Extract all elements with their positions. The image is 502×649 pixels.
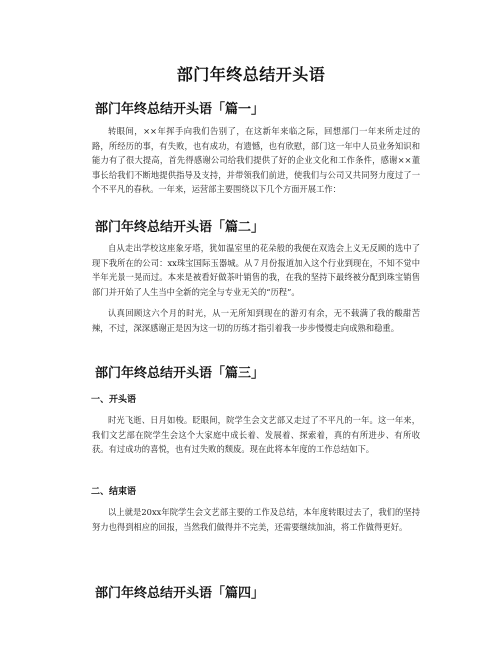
document-title: 部门年终总结开头语 (176, 65, 326, 84)
subsection-heading-opening: 一、开头语 (91, 395, 137, 405)
section-2-paragraph-1: 自从走出学校这座象牙塔，犹如温室里的花朵般的我便在双选会上义无反顾的选中了现下我所在的公司：xx珠宝国际玉器城。从７月份报道加入这个行业到现在，不知不觉中半年光景一晃而过。本来是被看好做茶叶销售的我，在我的坚持下最终被分配到珠宝销售部门并开始了人生当中全新的完全与专业无关的“历程”。 (92, 243, 420, 297)
section-2-paragraph-2: 认真回顾这六个月的时光，从一无所知到现在的游刃有余，无不载满了我的酸甜苦辣，不过，深深感谢正是因为这一切的历练才指引着我一步步慢慢走向成熟和稳重。 (92, 308, 420, 333)
section-heading-1: 部门年终总结开头语「篇一」 (95, 102, 265, 117)
section-heading-4: 部门年终总结开头语「篇四」 (95, 586, 265, 601)
subsection-heading-closing: 二、结束语 (91, 487, 137, 497)
subsection-opening-paragraph: 时光飞逝、日月如梭。眨眼间，院学生会文艺部又走过了不平凡的一年。这一年来，我们文艺部在院学生会这个大家庭中成长着、发展着、探索着，真的有所进步、有所收获。有过成功的喜悦，也有过失败的颓废。现在此将本年度的工作总结如下。 (92, 415, 420, 455)
section-1-paragraph: 转眼间，××年挥手向我们告别了，在这新年来临之际，回想部门一年来所走过的路，所经历的事，有失败，也有成功，有遗憾，也有欣慰，部门这一年中人员业务知识和能力有了很大提高，首先得感谢公司给我们提供了好的企业文化和工作条件，感谢××董事长给我们不断地提供指导及支持，并带领我们前进，使我们与公司又共同努力度过了一个不平凡的春秋。一年来，运营部主要围绕以下几个方面开展工作： (92, 126, 420, 195)
subsection-closing-paragraph: 以上就是20xx年院学生会文艺部主要的工作及总结，本年度转眼过去了，我们的坚持努力也得到相应的回报，当然我们做得并不完美，还需要继续加油，将工作做得更好。 (92, 507, 420, 532)
section-heading-2: 部门年终总结开头语「篇二」 (95, 220, 265, 235)
section-heading-3: 部门年终总结开头语「篇三」 (95, 366, 265, 381)
